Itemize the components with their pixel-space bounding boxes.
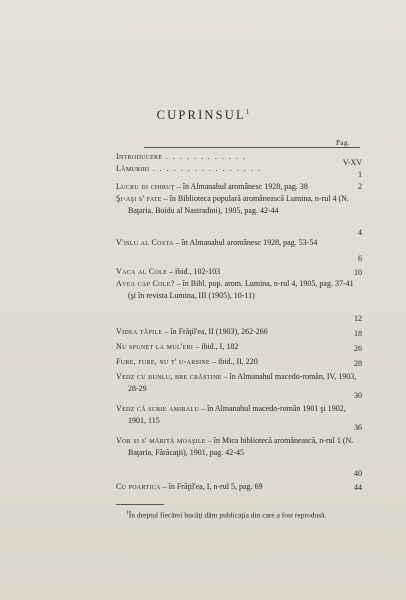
toc-page-number: 26	[354, 344, 362, 353]
toc-page-number: 30	[354, 391, 362, 400]
toc-entry-vor-si-s-marita-moasile: Vor si s' mărită moaşile – în Mica bibliotecă aromânească, n-rul 1 (N. Baţaria, Fărăcaţii), 1901, pag. 42-45	[116, 436, 354, 457]
toc-entry-cu-poartica: Cu poartica – în Frăţil'ea, I, n-rul 5, pag. 69	[116, 482, 263, 491]
toc-page-number: 1	[358, 170, 362, 179]
toc-page-number: 2	[358, 182, 362, 191]
footnote: $^1$În dreptul fiecărei bucăţi dăm publicaţia din care a fost reprodusă.	[126, 510, 327, 520]
toc-page-number: 36	[354, 423, 362, 432]
toc-entry-vedz-cu-bunlu: Vedz cu bunlu, bre crăstine – în Almanahul macedo-român, IV, 1903, 28-29	[116, 372, 357, 393]
toc-entry-nu-spunet-la-mulieri: Nu spunet la mul'eri – ibid., I, 182	[116, 342, 239, 351]
toc-entry-videa-tapile: Videa tăpile – în Frăţil'ea, II (1903), 262-266	[116, 327, 268, 336]
toc-page-number: 44	[354, 483, 362, 492]
page-title: CUPRINSUL$^1$	[156, 108, 250, 123]
title-footnote-mark: 1	[245, 108, 250, 116]
toc-entry-lamuriri: Lămuriri . . . . . . . . . . . . . . . .	[116, 164, 262, 173]
toc-entry-avea-cap-cole: Avea cap Cole? – în Bibl. pop. arom. Lumina, n-rul 4, 1905, pag. 37-41 (şi în revista Lumina, III (1905), 10-11)	[116, 279, 354, 300]
toc-page-number: 28	[354, 359, 362, 368]
toc-page-number: 40	[354, 469, 362, 478]
header-rule	[144, 147, 360, 148]
toc-page-number: 6	[358, 254, 362, 263]
toc-entry-si-asi-s-fate: Şi-aşi s' fate – în Biblioteca populară aromânească Lumina, n-rul 4 (N. Baţaria, Boidu al Nastradini), 1905, pag. 42-44	[116, 194, 349, 215]
footnote-rule	[116, 504, 164, 505]
toc-entry-introducere: Introducere . . . . . . . . . . . .	[116, 152, 247, 161]
page-column-header: Pag.	[336, 139, 351, 147]
toc-page-number: 10	[354, 268, 362, 277]
toc-page-number: 18	[354, 329, 362, 338]
toc-page-number: V-XV	[342, 158, 362, 167]
toc-entry-v-islu-al-costa: V'islu al Costa – în Almanahul aromânesc 1928, pag. 53-54	[116, 238, 318, 247]
toc-page-number: 12	[354, 314, 362, 323]
toc-entry-lucru-di-chirut: Lucru di chiruţ – în Almanahul aromânesc 1928, pag. 38	[116, 182, 308, 191]
toc-page-number: 4	[358, 228, 362, 237]
toc-entry-vaca-al-cole: Vaca al Cole – ibid., 102-103	[116, 267, 221, 276]
toc-entry-fure-fure: Fure, fure, nu t' u-arsine – ibid., II, 220	[116, 357, 258, 366]
toc-entry-vedz-ca-scrie-amiralu: Vedz că scrie amiralu – în Almanahul macedo-român 1901 şi 1902, 1901, 115	[116, 404, 346, 425]
